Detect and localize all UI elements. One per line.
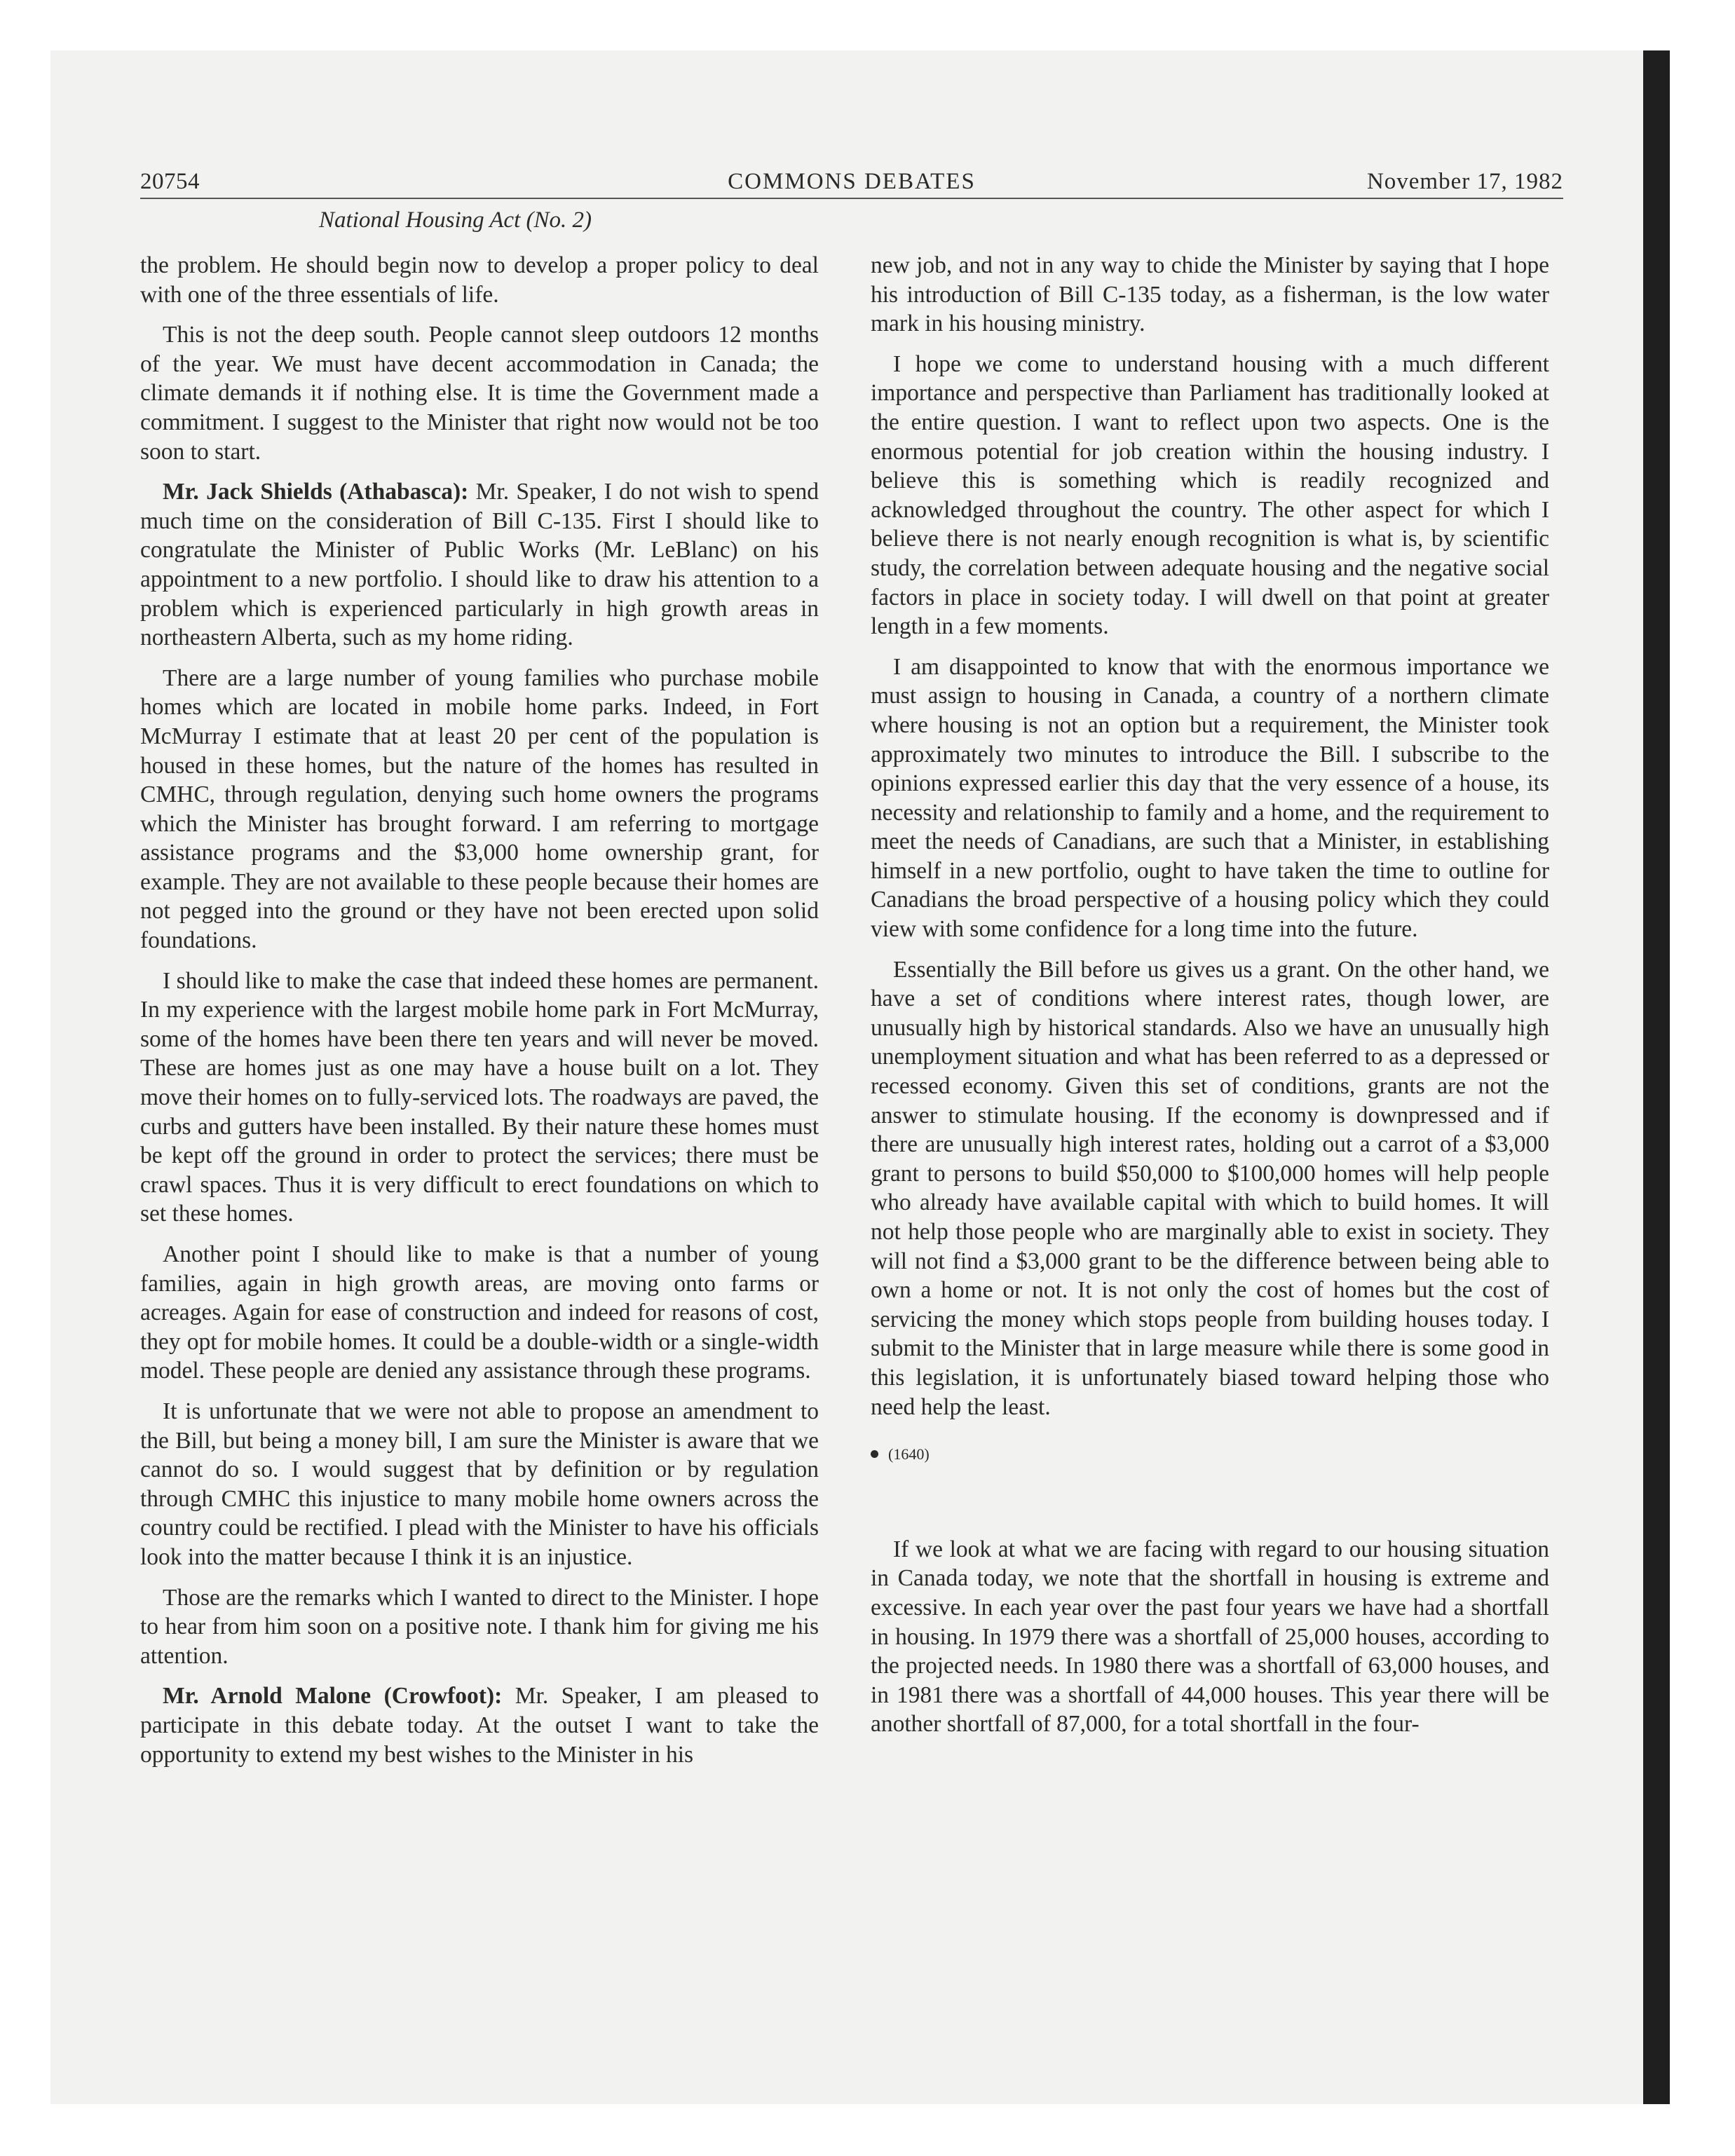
- paragraph: This is not the deep south. People cannot sleep outdoors 12 months of the year. We must have decent accommodation in Canada; the climate demands it if nothing else. It is time the Government made a commitment. I suggest to the Minister that right now would not be too soon to start.: [140, 322, 819, 465]
- page-number: 20754: [140, 169, 200, 194]
- speaker-name: Mr. Jack Shields (Athabasca):: [163, 479, 469, 505]
- paragraph: new job, and not in any way to chide the Minister by saying that I hope his introduction of Bill C-135 today, as a fisherman, is the low water mark in his housing ministry.: [871, 252, 1549, 337]
- paragraph: I hope we come to understand housing with a much different importance and perspective than Parliament has traditionally looked at the entire question. I want to reflect upon two aspects. One is the enormous potential for job creation within the housing industry. I believe this is something which is readily recognized and acknowledged throughout the country. The other aspect for which I believe there is not nearly enough recognition is what is, by scientific study, the correlation between adequate housing and the negative social factors in place in society today. I will dwell on that point at greater length in a few moments.: [871, 350, 1549, 640]
- journal-title: COMMONS DEBATES: [728, 169, 976, 194]
- right-column: [871, 251, 1549, 1750]
- binding-edge: [1643, 50, 1670, 2104]
- paragraph: Those are the remarks which I wanted to direct to the Minister. I hope to hear from him soon on a positive note. I thank him for giving me his attention.: [140, 1584, 819, 1669]
- paragraph: It is unfortunate that we were not able to propose an amendment to the Bill, but being a money bill, I am sure the Minister is aware that we cannot do so. I would suggest that by definition or by regulation through CMHC this injustice to many mobile home owners across the country could be rectified. I plead with the Minister to have his officials look into the matter because I think it is an injustice.: [140, 1398, 819, 1570]
- paragraph: I should like to make the case that indeed these homes are permanent. In my experience with the largest mobile home park in Fort McMurray, some of the homes have been there ten years and will never be moved. These are homes just as one may have a house built on a lot. They move their homes on to fully-serviced lots. The roadways are paved, the curbs and gutters have been installed. By their nature these homes must be kept off the ground in order to protect the services; there must be crawl spaces. Thus it is very difficult to erect foundations on which to set these homes.: [140, 967, 819, 1227]
- page-date: November 17, 1982: [1366, 169, 1563, 194]
- speaker-name: Mr. Arnold Malone (Crowfoot):: [163, 1683, 503, 1710]
- left-column: [140, 251, 819, 1780]
- speech-text: Mr. Speaker, I am pleased to participate in this debate today. At the outset I want to take the opportunity to extend my best wishes to the Minister in his: [140, 1683, 819, 1768]
- page-header: [140, 160, 1563, 199]
- time-marker-label: (1640): [888, 1445, 930, 1464]
- time-marker: [871, 1440, 1549, 1469]
- speech-paragraph: [140, 1681, 819, 1769]
- bullet-icon: [871, 1450, 878, 1458]
- paragraph: If we look at what we are facing with regard to our housing situation in Canada today, we note that the shortfall in housing is extreme and excessive. In each year over the past four years we have had a shortfall in housing. In 1979 there was a shortfall of 25,000 houses, according to the projected needs. In 1980 there was a shortfall of 63,000 houses, and in 1981 there was a shortfall of 44,000 houses. This year there will be another shortfall of 87,000, for a total shortfall in the four-: [871, 1536, 1549, 1738]
- paragraph: Another point I should like to make is that a number of young families, again in high growth areas, are moving onto farms or acreages. Again for ease of construction and indeed for reasons of cost, they opt for mobile homes. It could be a double-width or a single-width model. These people are denied any assistance through these programs.: [140, 1241, 819, 1384]
- paragraph: I am disappointed to know that with the enormous importance we must assign to housing in Canada, a country of a northern climate where housing is not an option but a requirement, the Minister took approximately two minutes to introduce the Bill. I subscribe to the opinions expressed earlier this day that the very essence of a house, its necessity and relationship to family and a home, and the requirement to meet the needs of Canadians, are such that a Minister, in establishing himself in a new portfolio, ought to have taken the time to outline for Canadians the broad perspective of a housing policy which they could view with some confidence for a long time into the future.: [871, 653, 1549, 943]
- paragraph: the problem. He should begin now to develop a proper policy to deal with one of the three essentials of life.: [140, 252, 819, 308]
- running-head: National Housing Act (No. 2): [319, 207, 592, 233]
- paragraph: Essentially the Bill before us gives us a grant. On the other hand, we have a set of conditions where interest rates, though lower, are unusually high by historical standards. Also we have an unusually high unemployment situation and what has been referred to as a depressed or recessed economy. Given this set of conditions, grants are not the answer to stimulate housing. If the economy is downpressed and if there are unusually high interest rates, holding out a carrot of a $3,000 grant to persons to build $50,000 to $100,000 homes will help people who already have available capital with which to build homes. It will not help those people who are marginally able to exist in society. They will not find a $3,000 grant to be the difference between being able to own a home or not. It is not only the cost of homes but the cost of servicing the money which stops people from building houses today. I submit to the Minister that in large measure while there is some good in this legislation, it is unfortunately biased toward helping those who need help the least.: [871, 956, 1549, 1420]
- paragraph: There are a large number of young families who purchase mobile homes which are located in mobile home parks. Indeed, in Fort McMurray I estimate that at least 20 per cent of the population is housed in these homes, but the nature of the homes has resulted in CMHC, through regulation, denying such home owners the programs which the Minister has brought forward. I am referring to mortgage assistance programs and the $3,000 home ownership grant, for example. They are not available to these people because their homes are not pegged into the ground or they have not been erected upon solid foundations.: [140, 664, 819, 954]
- speech-text: Mr. Speaker, I do not wish to spend much time on the consideration of Bill C-135. First I should like to congratulate the Minister of Public Works (Mr. LeBlanc) on his appointment to a new portfolio. I should like to draw his attention to a problem which is experienced particularly in high growth areas in northeastern Alberta, such as my home riding.: [140, 479, 819, 651]
- speech-paragraph: [140, 477, 819, 653]
